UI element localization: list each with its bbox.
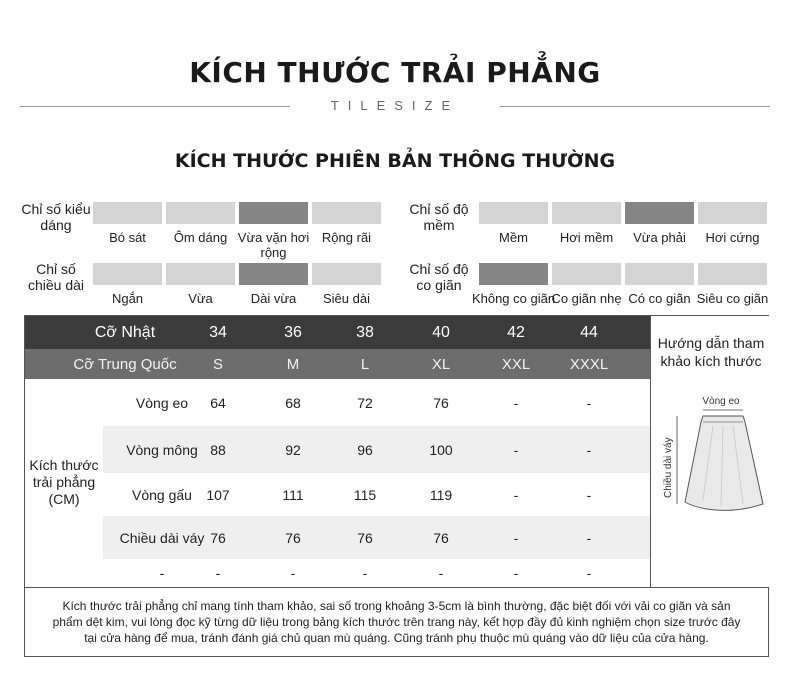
japan-size-38: 38 (356, 323, 374, 341)
table-cell: 88 (210, 441, 226, 458)
index-option-style-0: Bó sát (109, 230, 146, 245)
china-size-S: S (212, 355, 223, 373)
divider-left (20, 106, 290, 107)
index-option-style-3: Rộng rãi (321, 230, 372, 245)
index-option-stretch-1: Co giãn nhẹ (551, 291, 622, 306)
china-size-XXL: XXL (501, 355, 531, 373)
index-option-style-1: Ôm dáng (173, 230, 228, 245)
index-label-stretch: Chỉ số độ co giãn (409, 261, 469, 293)
guide-length-label: Chiều dài váy (663, 437, 674, 498)
page-subtitle: TILESIZE (330, 98, 460, 113)
guide-title: Hướng dẫn tham khảo kích thước (657, 335, 765, 369)
table-cell: - (586, 394, 592, 411)
index-bar-softness-0 (479, 202, 548, 224)
table-cell: 107 (206, 486, 230, 503)
index-bar-length-3 (312, 263, 381, 285)
table-cell: - (513, 441, 519, 458)
china-size-XXXL: XXXL (569, 355, 609, 373)
japan-size-label: Cỡ Nhật (94, 323, 156, 341)
group-label: Kích thước trải phẳng (CM) (29, 457, 99, 507)
china-size-L: L (360, 355, 370, 373)
size-note: Kích thước trải phẳng chỉ mang tính tham khảo, sai số trong khoảng 3-5cm là bình thường, đặc biệt đối với vải co giãn và sản phẩm dệt kim, vui lòng đọc kỹ từng dữ liệu trong bảng kích thước trên trang này, kết hợp đầy đủ kinh nghiệm chọn size trước đây tại cửa hàng để mua, tránh đánh giá chủ quan mù quáng. Cũng tránh phụ thuộc mù quáng vào dữ liệu của cửa hàng. (25, 587, 768, 656)
china-size-row (25, 349, 650, 379)
size-table (24, 315, 769, 657)
china-size-M: M (286, 355, 300, 373)
row-label: Vòng eo (135, 394, 189, 411)
index-bar-stretch-2 (625, 263, 694, 285)
table-cell: 76 (285, 529, 301, 546)
table-row (103, 516, 650, 559)
index-label-length: Chỉ số chiều dài (27, 261, 85, 293)
table-cell: 76 (433, 529, 449, 546)
table-cell: - (513, 486, 519, 503)
japan-size-36: 36 (284, 323, 302, 341)
table-row (103, 426, 650, 473)
table-cell: 119 (429, 486, 453, 503)
table-cell: - (586, 529, 592, 546)
japan-size-42: 42 (507, 323, 525, 341)
table-cell: 96 (357, 441, 373, 458)
table-cell: - (586, 486, 592, 503)
index-bar-stretch-3 (698, 263, 767, 285)
table-cell: - (290, 565, 296, 581)
china-size-label: Cỡ Trung Quốc (73, 355, 177, 373)
index-bar-style-0 (93, 202, 162, 224)
index-option-softness-1: Hơi mềm (559, 230, 614, 245)
section-title: KÍCH THƯỚC PHIÊN BẢN THÔNG THƯỜNG (174, 150, 616, 172)
table-cell: 111 (282, 486, 304, 503)
table-cell: - (438, 565, 444, 581)
index-option-style-2: Vừa vặn hơi rộng (237, 230, 310, 260)
index-option-length-1: Vừa (188, 291, 213, 306)
guide-waist-label: Vòng eo (702, 396, 740, 407)
index-option-stretch-2: Có co giãn (628, 291, 691, 306)
table-cell: 76 (210, 529, 226, 546)
table-cell: 68 (285, 394, 301, 411)
index-option-stretch-0: Không co giãn (471, 291, 556, 306)
table-cell: 72 (357, 394, 373, 411)
measurement-guide (650, 316, 770, 587)
index-label-style: Chỉ số kiểu dáng (21, 201, 91, 233)
index-label-softness: Chỉ số độ mềm (409, 201, 469, 233)
page-title: KÍCH THƯỚC TRẢI PHẲNG (189, 56, 601, 89)
table-cell: 76 (357, 529, 373, 546)
japan-size-44: 44 (580, 323, 598, 341)
index-bar-stretch-1 (552, 263, 621, 285)
table-cell: - (215, 565, 221, 581)
table-row (103, 473, 650, 516)
table-cell: - (513, 565, 519, 581)
index-option-softness-0: Mềm (499, 230, 528, 245)
table-cell: 92 (285, 441, 301, 458)
row-label: Chiều dài váy (119, 529, 205, 546)
row-label: Vòng gấu (132, 486, 192, 503)
table-row (103, 559, 650, 587)
index-bar-length-0 (93, 263, 162, 285)
index-bar-stretch-0 (479, 263, 548, 285)
index-bar-style-1 (166, 202, 235, 224)
table-cell: 100 (429, 441, 453, 458)
japan-size-row (25, 316, 650, 349)
group-label-cell (25, 379, 103, 587)
index-bar-style-2 (239, 202, 308, 224)
table-cell: - (362, 565, 368, 581)
index-option-length-0: Ngắn (111, 291, 144, 306)
divider-right (500, 106, 770, 107)
index-option-length-2: Dài vừa (250, 291, 297, 306)
index-option-length-3: Siêu dài (323, 291, 370, 306)
japan-size-40: 40 (432, 323, 450, 341)
row-label: Vòng mông (126, 441, 198, 458)
table-row (103, 379, 650, 426)
index-bar-softness-2 (625, 202, 694, 224)
index-option-stretch-3: Siêu co giãn (696, 291, 769, 306)
china-size-XL: XL (431, 355, 451, 373)
table-cell: 76 (433, 394, 449, 411)
index-bar-length-1 (166, 263, 235, 285)
index-bar-softness-3 (698, 202, 767, 224)
table-cell: 115 (353, 486, 377, 503)
table-cell: - (513, 394, 519, 411)
index-option-softness-2: Vừa phải (633, 230, 686, 245)
table-cell: - (586, 565, 592, 581)
index-bar-style-3 (312, 202, 381, 224)
table-cell: - (513, 529, 519, 546)
row-label: - (159, 565, 165, 581)
index-bar-length-2 (239, 263, 308, 285)
index-option-softness-3: Hơi cứng (705, 230, 760, 245)
table-cell: 64 (210, 394, 226, 411)
index-bar-softness-1 (552, 202, 621, 224)
japan-size-34: 34 (209, 323, 227, 341)
table-cell: - (586, 441, 592, 458)
skirt-diagram-icon (651, 386, 771, 526)
